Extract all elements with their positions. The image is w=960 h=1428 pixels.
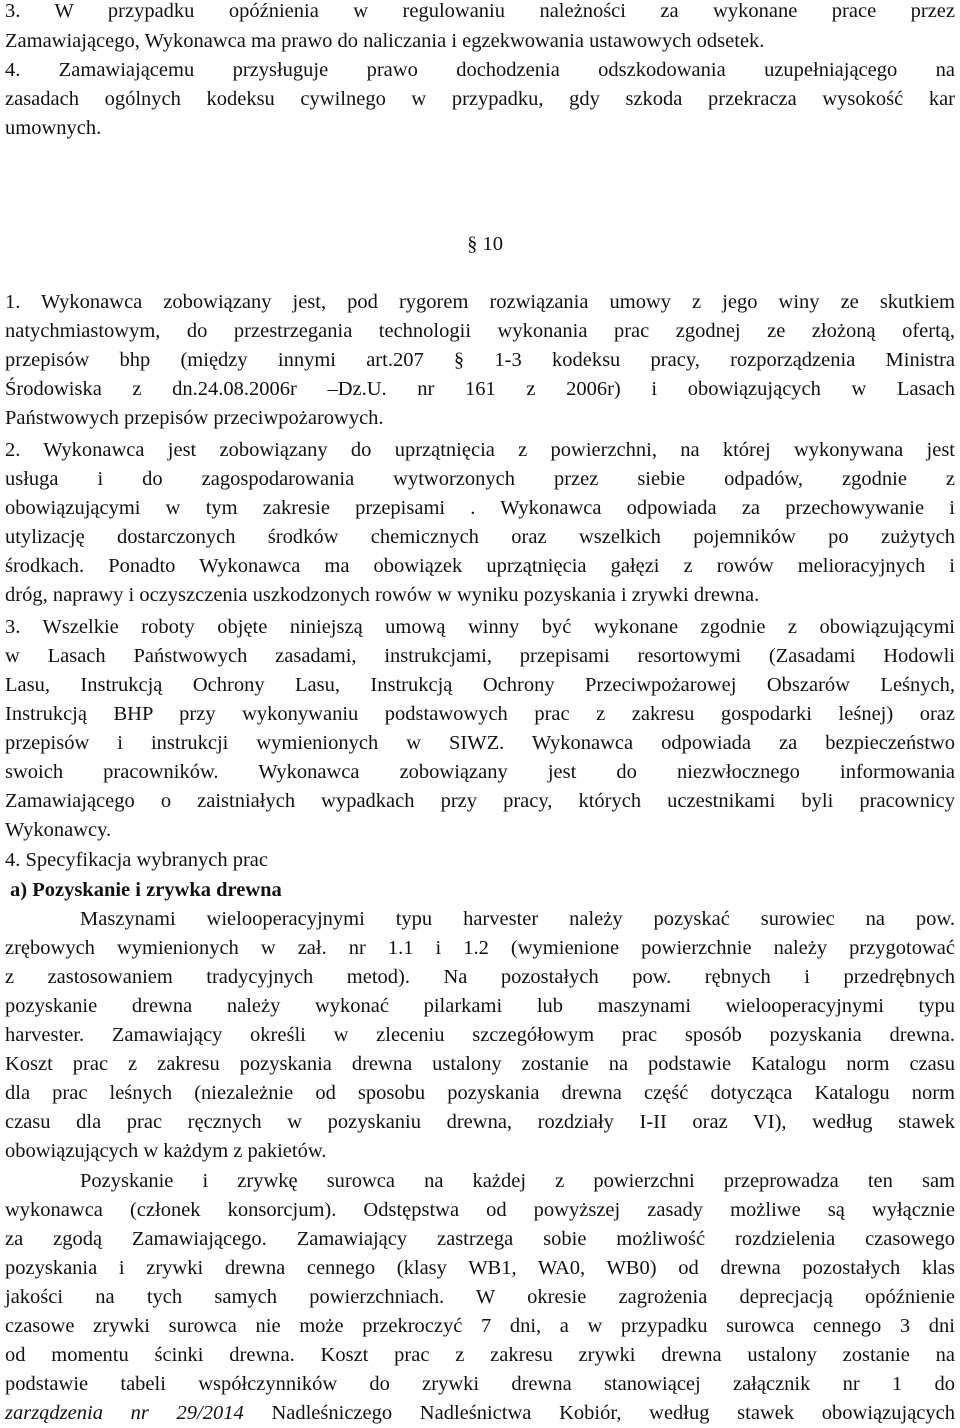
text-line: Zamawiającego o zaistniałych wypadkach przy pracy, których uczestnikami byli pracownicy	[5, 790, 955, 812]
text-line: Maszynami wielooperacyjnymi typu harvester należy pozyskać surowiec na pow.	[80, 908, 955, 930]
text-line: czasowe zrywki surowca nie może przekroczyć 7 dni, a w przypadku surowca cennego 3 dni	[5, 1315, 955, 1337]
text-line: Lasu, Instrukcją Ochrony Lasu, Instrukcją Ochrony Przeciwpożarowej Obszarów Leśnych,	[5, 674, 955, 696]
text-line: w Lasach Państwowych zasadami, instrukcjami, przepisami resortowymi (Zasadami Hodowli	[5, 645, 955, 667]
text-line: utylizację dostarczonych środków chemicznych oraz wszelkich pojemników po zużytych	[5, 526, 955, 548]
text-line: z zastosowaniem tradycyjnych metod). Na pozostałych pow. rębnych i przedrębnych	[5, 966, 955, 988]
text-fragment: Nadleśniczego Nadleśnictwa Kobiór, według stawek obowiązujących	[243, 1402, 955, 1424]
text-line	[5, 1399, 955, 1428]
text-line: 2. Wykonawca jest zobowiązany do uprzątnięcia z powierzchni, na której wykonywana jest	[5, 439, 955, 461]
text-line: Zamawiającego, Wykonawca ma prawo do naliczania i egzekwowania ustawowych odsetek.	[5, 30, 765, 52]
text-line: Wykonawcy.	[5, 819, 112, 841]
text-line: Środowiska z dn.24.08.2006r –Dz.U. nr 161 z 2006r) i obowiązujących w Lasach	[5, 378, 955, 400]
text-line: 3. Wszelkie roboty objęte niniejszą umową winny być wykonane zgodnie z obowiązującymi	[5, 616, 955, 638]
text-line: 1. Wykonawca zobowiązany jest, pod rygorem rozwiązania umowy z jego winy ze skutkiem	[5, 291, 955, 313]
text-line: środkach. Ponadto Wykonawca ma obowiązek uprzątnięcia gałęzi z rowów melioracyjnych i	[5, 555, 955, 577]
text-line: Koszt prac z zakresu pozyskania drewna ustalony zostanie na podstawie Katalogu norm czasu	[5, 1053, 955, 1075]
regulation-reference: zarządzenia nr 29/2014	[5, 1402, 244, 1424]
text-line: za zgodą Zamawiającego. Zamawiający zastrzega sobie możliwość rozdzielenia czasowego	[5, 1228, 955, 1250]
text-line: Państwowych przepisów przeciwpożarowych.	[5, 407, 384, 429]
section-heading: § 10	[467, 233, 503, 255]
text-line: usługa i do zagospodarowania wytworzonych przez siebie odpadów, zgodnie z	[5, 468, 955, 490]
text-line: pozyskanie drewna należy wykonać pilarkami lub maszynami wielooperacyjnymi typu	[5, 995, 955, 1017]
subsection-title: 4. Specyfikacja wybranych prac	[5, 849, 268, 871]
text-line: przepisów i instrukcji wymienionych w SIWZ. Wykonawca odpowiada za bezpieczeństwo	[5, 732, 955, 754]
text-line: zrębowych wymienionych w zał. nr 1.1 i 1.2 (wymienione powierzchnie należy przygotować	[5, 937, 955, 959]
text-line: dla prac leśnych (niezależnie od sposobu pozyskania drewna część dotycząca Katalogu norm	[5, 1082, 955, 1104]
text-line: zasadach ogólnych kodeksu cywilnego w przypadku, gdy szkoda przekracza wysokość kar	[5, 88, 955, 110]
text-line: harvester. Zamawiający określi w zleceniu szczegółowym prac sposób pozyskania drewna.	[5, 1024, 955, 1046]
text-line: obowiązującymi w tym zakresie przepisami . Wykonawca odpowiada za przechowywanie i	[5, 497, 955, 519]
text-line: umownych.	[5, 117, 102, 139]
text-line: natychmiastowym, do przestrzegania technologii wykonania prac zgodnej ze złożoną ofertą,	[5, 320, 955, 342]
text-line: jakości na tych samych powierzchniach. W okresie zagrożenia deprecjacją opóźnienie	[5, 1286, 955, 1308]
subsection-heading: a) Pozyskanie i zrywka drewna	[10, 879, 282, 901]
text-line: od momentu ścinki drewna. Koszt prac z zakresu zrywki drewna ustalony zostanie na	[5, 1344, 955, 1366]
text-line: 4. Zamawiającemu przysługuje prawo dochodzenia odszkodowania uzupełniającego na	[5, 59, 955, 81]
text-line: czasu dla prac ręcznych w pozyskaniu drewna, rozdziały I-II oraz VI), według stawek	[5, 1111, 955, 1133]
text-line: wykonawca (członek konsorcjum). Odstępstwa od powyższej zasady możliwe są wyłącznie	[5, 1199, 955, 1221]
text-line: 3. W przypadku opóźnienia w regulowaniu należności za wykonane prace przez	[5, 0, 955, 22]
text-line: pozyskania i zrywki drewna cennego (klasy WB1, WA0, WB0) od drewna pozostałych klas	[5, 1257, 955, 1279]
text-line: obowiązujących w każdym z pakietów.	[5, 1140, 327, 1162]
text-line: Instrukcją BHP przy wykonywaniu podstawowych prac z zakresu gospodarki leśnej) oraz	[5, 703, 955, 725]
text-line: swoich pracowników. Wykonawca zobowiązany jest do niezwłocznego informowania	[5, 761, 955, 783]
text-line: Pozyskanie i zrywkę surowca na każdej z powierzchni przeprowadza ten sam	[80, 1170, 955, 1192]
text-line: podstawie tabeli współczynników do zrywki drewna stanowiącej załącznik nr 1 do	[5, 1373, 955, 1395]
text-line: dróg, naprawy i oczyszczenia uszkodzonych rowów w wyniku pozyskania i zrywki drewna.	[5, 584, 760, 606]
text-line: przepisów bhp (między innymi art.207 § 1-3 kodeksu pracy, rozporządzenia Ministra	[5, 349, 955, 371]
